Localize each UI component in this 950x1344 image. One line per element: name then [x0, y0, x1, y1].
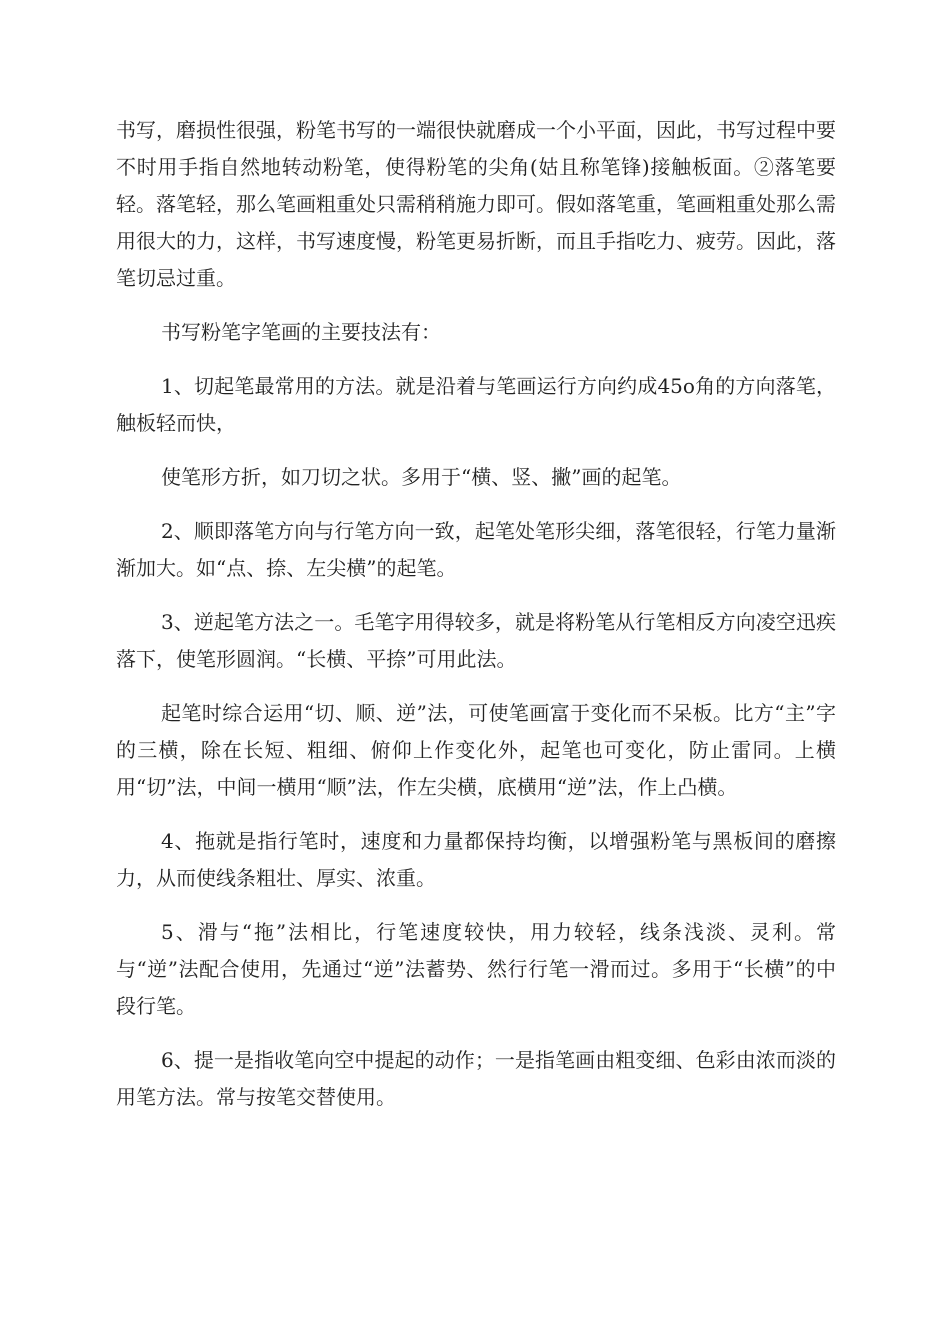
body-paragraph: 书写，磨损性很强，粉笔书写的一端很快就磨成一个小平面，因此，书写过程中要不时用手指自然地转动粉笔，使得粉笔的尖角(姑且称笔锋)接触板面。②落笔要轻。落笔轻，那么笔画粗重处只需稍稍施力即可。假如落笔重，笔画粗重处那么需用很大的力，这样，书写速度慢，粉笔更易折断，而且手指吃力、疲劳。因此，落笔切忌过重。 — [116, 118, 836, 290]
body-paragraph: 2、顺即落笔方向与行笔方向一致，起笔处笔形尖细，落笔很轻，行笔力量渐渐加大。如“点、捺、左尖横”的起笔。 — [116, 519, 836, 580]
body-paragraph: 1、切起笔最常用的方法。就是沿着与笔画运行方向约成45o角的方向落笔，触板轻而快， — [116, 374, 836, 435]
body-paragraph: 使笔形方折，如刀切之状。多用于“横、竖、撇”画的起笔。 — [161, 465, 682, 489]
body-paragraph: 5、滑与“拖”法相比，行笔速度较快，用力较轻，线条浅淡、灵利。常与“逆”法配合使用，先通过“逆”法蓄势、然行行笔一滑而过。多用于“长横”的中段行笔。 — [116, 920, 836, 1018]
body-paragraph: 3、逆起笔方法之一。毛笔字用得较多，就是将粉笔从行笔相反方向凌空迅疾落下，使笔形圆润。“长横、平捺”可用此法。 — [116, 610, 836, 671]
body-paragraph: 起笔时综合运用“切、顺、逆”法，可使笔画富于变化而不呆板。比方“主”字的三横，除在长短、粗细、俯仰上作变化外，起笔也可变化，防止雷同。上横用“切”法，中间一横用“顺”法，作左尖横，底横用“逆”法，作上凸横。 — [116, 701, 836, 799]
body-paragraph: 书写粉笔字笔画的主要技法有： — [161, 320, 441, 344]
document-body — [116, 112, 836, 1133]
body-paragraph: 6、提一是指收笔向空中提起的动作；一是指笔画由粗变细、色彩由浓而淡的用笔方法。常与按笔交替使用。 — [116, 1048, 836, 1109]
body-paragraph: 4、拖就是指行笔时，速度和力量都保持均衡，以增强粉笔与黑板间的磨擦力，从而使线条粗壮、厚实、浓重。 — [116, 829, 836, 890]
